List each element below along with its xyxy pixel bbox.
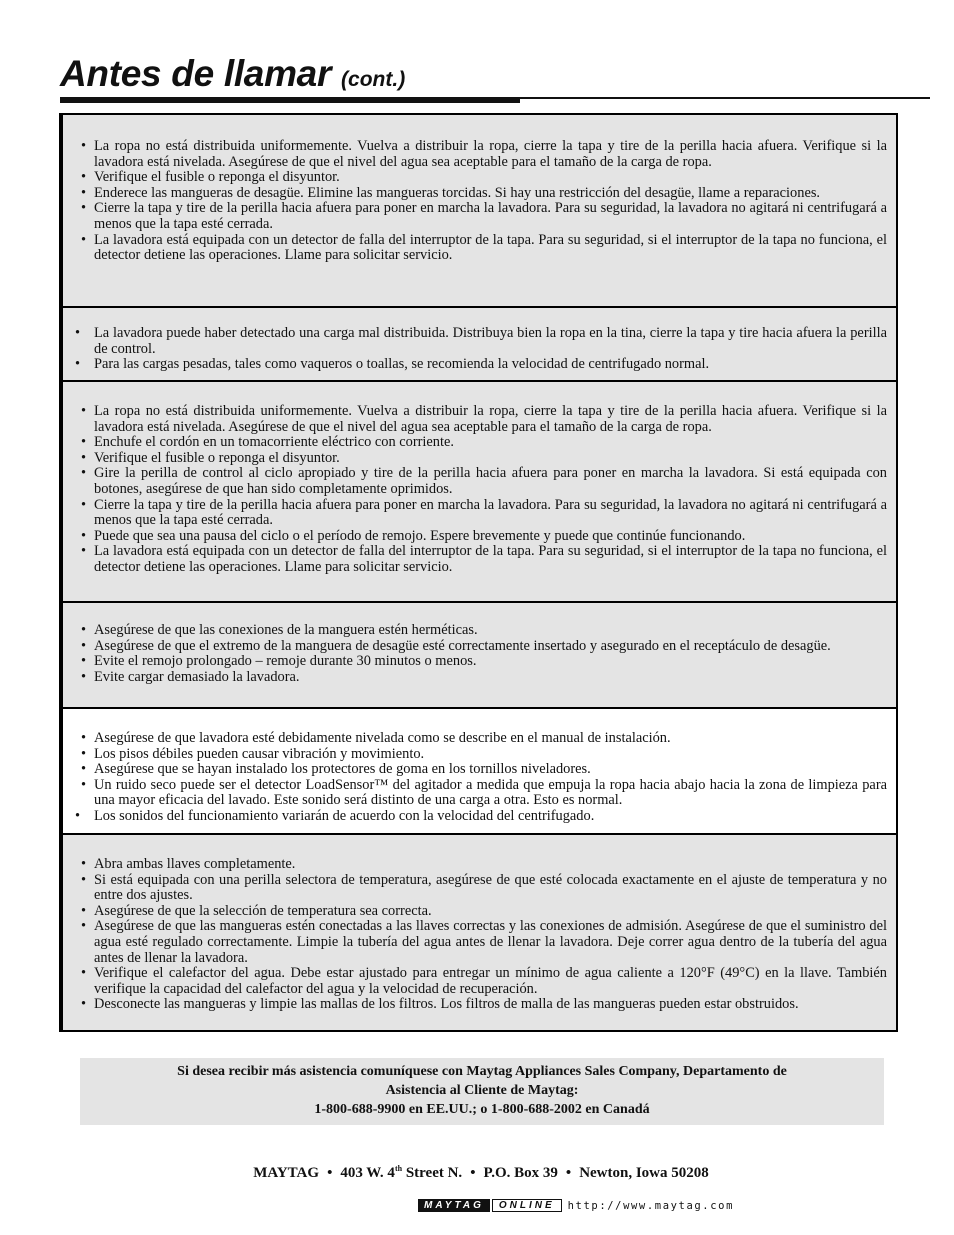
footer-separator: • bbox=[565, 1165, 572, 1181]
footer-address bbox=[0, 1163, 954, 1183]
list-item: • Abra ambas llaves completamente. bbox=[81, 856, 296, 872]
logo-brand: MAYTAG bbox=[418, 1199, 490, 1212]
footer-separator: • bbox=[327, 1165, 333, 1181]
list-item: • Asegúrese de que las mangueras estén conectadas a las llaves correctas y las conexiones de admisión. Asegúrese de que el suministro del agua esté regulado correctamente. Limpie la tubería del agua antes de llenar la lavadora. Deje correr agua dentro de la tubería del agua antes de llenar la lavadora. bbox=[81, 918, 887, 966]
list-item: • Enchufe el cordón en un tomacorriente eléctrico con corriente. bbox=[81, 434, 454, 451]
page-title bbox=[60, 52, 405, 102]
title-rule-thick bbox=[60, 97, 520, 103]
footer-separator: • bbox=[470, 1165, 476, 1181]
title-main: Antes de llamar bbox=[60, 53, 332, 94]
contact-line: Si desea recibir más asistencia comuníquese con Maytag Appliances Sales Company, Departamento de bbox=[177, 1064, 787, 1079]
list-item: • La ropa no está distribuida uniformemente. Vuelva a distribuir la ropa, cierre la tapa y tire de la perilla hacia afuera. Verifique si la lavadora está nivelada. Asegúrese de que el nivel del agua sea aceptable para el tamaño de la carga de ropa. bbox=[81, 403, 887, 435]
bullet-list bbox=[63, 623, 896, 685]
contact-line: Asistencia al Cliente de Maytag: bbox=[385, 1083, 579, 1098]
troubleshooting-table bbox=[59, 113, 898, 1032]
footer-pobox: P.O. Box 39 bbox=[483, 1165, 558, 1181]
list-item: • Asegúrese que se hayan instalado los protectores de goma en los tornillos niveladores. bbox=[81, 761, 591, 778]
list-item: • La lavadora está equipada con un detector de falla del interruptor de la tapa. Para su seguridad, si el interruptor de la tapa no funciona, el detector detiene las operaciones. Llame para solicitar servicio. bbox=[81, 543, 887, 575]
table-section bbox=[63, 707, 896, 833]
list-item: • Puede que sea una pausa del ciclo o el período de remojo. Espere brevemente y puede que continúe funcionando. bbox=[81, 527, 746, 544]
bullet-list bbox=[63, 404, 896, 576]
maytag-online-logo bbox=[418, 1199, 734, 1212]
bullet-list bbox=[63, 326, 896, 373]
list-item: • Evite el remojo prolongado – remoje durante 30 minutos o menos. bbox=[81, 653, 477, 670]
bullet-list bbox=[63, 731, 896, 825]
list-item: • Verifique el fusible o reponga el disyuntor. bbox=[81, 169, 340, 186]
list-item: • Asegúrese de que las conexiones de la manguera estén herméticas. bbox=[81, 622, 478, 638]
footer-brand: MAYTAG bbox=[253, 1165, 320, 1181]
list-item: • Asegúrese de que lavadora esté debidamente nivelada como se describe en el manual de instalación. bbox=[81, 730, 671, 746]
list-item: • Los sonidos del funcionamiento variarán de acuerdo con la velocidad del centrifugado. bbox=[75, 807, 595, 824]
website-url: http://www.maytag.com bbox=[567, 1199, 734, 1212]
contact-box bbox=[80, 1058, 884, 1125]
table-section bbox=[63, 380, 896, 601]
list-item: • Desconecte las mangueras y limpie las mallas de los filtros. Los filtros de malla de las mangueras pueden estar obstruidos. bbox=[81, 996, 799, 1013]
logo-online: ONLINE bbox=[492, 1199, 562, 1212]
footer-street: 403 W. 4th Street N. bbox=[340, 1164, 463, 1181]
list-item: • Para las cargas pesadas, tales como vaqueros o toallas, se recomienda la velocidad de centrifugado normal. bbox=[75, 356, 710, 373]
contact-phones: 1-800-688-9900 en EE.UU.; o 1-800-688-2002 en Canadá bbox=[314, 1102, 650, 1117]
list-item: • Asegúrese de que el extremo de la manguera de desagüe esté correctamente insertado y asegurado en el receptáculo de desagüe. bbox=[81, 637, 831, 654]
list-item: • La lavadora está equipada con un detector de falla del interruptor de la tapa. Para su seguridad, si el interruptor de la tapa no funciona, el detector detiene las operaciones. Llame para solicitar servicio. bbox=[81, 231, 887, 264]
list-item: • La ropa no está distribuida uniformemente. Vuelva a distribuir la ropa, cierre la tapa y tire de la perilla hacia afuera. Verifique si la lavadora está nivelada. Asegúrese de que el nivel del agua sea aceptable para el tamaño de la carga de ropa. bbox=[81, 138, 887, 170]
list-item: • Enderece las mangueras de desagüe. Elimine las mangueras torcidas. Si hay una restricción del desagüe, llame a reparaciones. bbox=[81, 184, 821, 201]
bullet-list bbox=[63, 139, 896, 264]
list-item: • Los pisos débiles pueden causar vibración y movimiento. bbox=[81, 745, 425, 762]
list-item: • Cierre la tapa y tire de la perilla hacia afuera para poner en marcha la lavadora. Para su seguridad, la lavadora no agitará ni centrifugará a menos que la tapa esté cerrada. bbox=[81, 200, 887, 232]
title-continued: (cont.) bbox=[341, 68, 406, 91]
list-item: • Un ruido seco puede ser el detector LoadSensor™ del agitador a medida que empuja la ropa hacia abajo hacia la zona de limpieza para una mayor eficacia del lavado. Este sonido será distinto de una carga a otra. Esto es normal. bbox=[81, 776, 887, 809]
list-item: • La lavadora puede haber detectado una carga mal distribuida. Distribuya bien la ropa en la tina, cierre la tapa y tire hacia afuera la perilla de control. bbox=[75, 325, 887, 357]
list-item: • Verifique el fusible o reponga el disyuntor. bbox=[81, 449, 340, 466]
table-section bbox=[63, 601, 896, 707]
list-item: • Asegúrese de que la selección de temperatura sea correcta. bbox=[81, 902, 432, 919]
table-section bbox=[63, 306, 896, 380]
list-item: • Verifique el calefactor del agua. Debe estar ajustado para entregar un mínimo de agua caliente a 120°F (49°C) en la llave. También verifique la capacidad del calefactor del agua y la velocidad de recuperación. bbox=[81, 965, 887, 997]
table-section bbox=[63, 115, 896, 306]
list-item: • Cierre la tapa y tire de la perilla hacia afuera para poner en marcha la lavadora. Para su seguridad, la lavadora no agitará ni centrifugará a menos que la tapa esté cerrada. bbox=[81, 496, 887, 529]
table-section bbox=[63, 833, 896, 1030]
footer-city: Newton, Iowa 50208 bbox=[579, 1165, 709, 1181]
list-item: • Evite cargar demasiado la lavadora. bbox=[81, 668, 300, 685]
title-rule-thin bbox=[520, 97, 930, 99]
list-item: • Si está equipada con una perilla selectora de temperatura, asegúrese de que esté colocada exactamente en el ajuste de temperatura y no entre dos ajustes. bbox=[81, 871, 887, 904]
bullet-list bbox=[63, 857, 896, 1013]
list-item: • Gire la perilla de control al ciclo apropiado y tire de la perilla hacia afuera para poner en marcha la lavadora. Si está equipada con botones, asegúrese de que han sido completamente oprimidos. bbox=[81, 465, 887, 497]
